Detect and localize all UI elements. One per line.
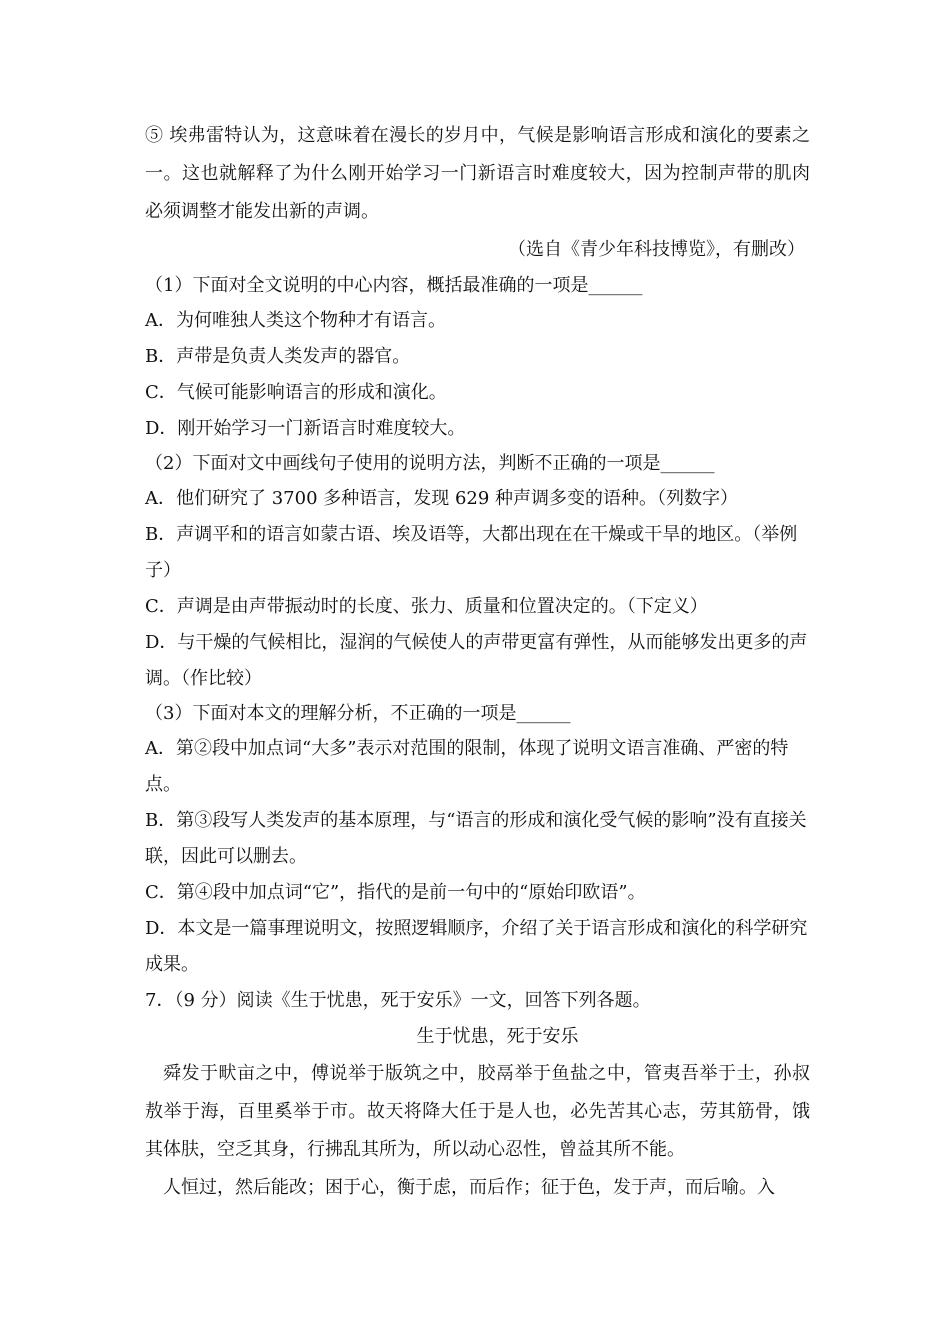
option-d: D．与干燥的气候相比，湿润的气候使人的声带更富有弹性，从而能够发出更多的声调。（作比较） [145,632,808,689]
classical-text-title: 生于忧患，死于安乐 [416,1026,579,1047]
option-b: B．第③段写人类发声的基本原理，与“语言的形成和演化受气候的影响”没有直接关联，因此可以删去。 [145,810,807,867]
option-b: B．声带是负责人类发声的器官。 [145,346,411,367]
question-stem: 7．（9 分）阅读《生于忧患，死于安乐》一文，回答下列各题。 [145,990,651,1011]
option-a: A．第②段中加点词“大多”表示对范围的限制，体现了说明文语言准确、严密的特点。 [145,738,789,795]
option-d: D．本文是一篇事理说明文，按照逻辑顺序，介绍了关于语言形成和演化的科学研究成果。 [145,918,808,975]
question-7 [145,983,810,1207]
passage-source: （选自《青少年科技博览》，有删改） [508,239,805,260]
option-d: D．刚开始学习一门新语言时难度较大。 [145,418,466,439]
option-a: A．他们研究了 3700 多种语言，发现 629 种声调多变的语种。（列数字） [145,488,739,509]
question-2 [145,447,810,697]
passage-paragraph-5: ⑤ 埃弗雷特认为，这意味着在漫长的岁月中，气候是影响语言形成和演化的要素之一。这也就解释了为什么刚开始学习一门新语言时难度较大，因为控制声带的肌肉必须调整才能发出新的声调。 [145,125,810,222]
question-stem: （3）下面对本文的理解分析，不正确的一项是______ [145,703,571,724]
question-stem: （1）下面对全文说明的中心内容，概括最准确的一项是______ [145,275,643,296]
option-c: C．气候可能影响语言的形成和演化。 [145,382,447,403]
question-1 [145,269,810,447]
classical-paragraph-2: 人恒过，然后能改；困于心，衡于虑，而后作；征于色，发于声，而后喻。入 [163,1177,775,1198]
question-3 [145,697,810,983]
option-c: C．第④段中加点词“它”，指代的是前一句中的“原始印欧语”。 [145,882,646,903]
option-c: C．声调是由声带振动时的长度、张力、质量和位置决定的。（下定义） [145,596,708,617]
option-b: B．声调平和的语言如蒙古语、埃及语等，大都出现在在干燥或干旱的地区。（举例子） [145,524,798,581]
page-content [145,117,810,1207]
option-a: A．为何唯独人类这个物种才有语言。 [145,310,446,331]
classical-paragraph-1: 舜发于畎亩之中，傅说举于版筑之中，胶鬲举于鱼盐之中，管夷吾举于士，孙叔敖举于海，百里奚举于市。故天将降大任于是人也，必先苦其心志，劳其筋骨，饿其体肤，空乏其身，行拂乱其所为，所以动心忍性，曾益其所不能。 [145,1063,810,1160]
question-stem: （2）下面对文中画线句子使用的说明方法，判断不正确的一项是______ [145,453,715,474]
